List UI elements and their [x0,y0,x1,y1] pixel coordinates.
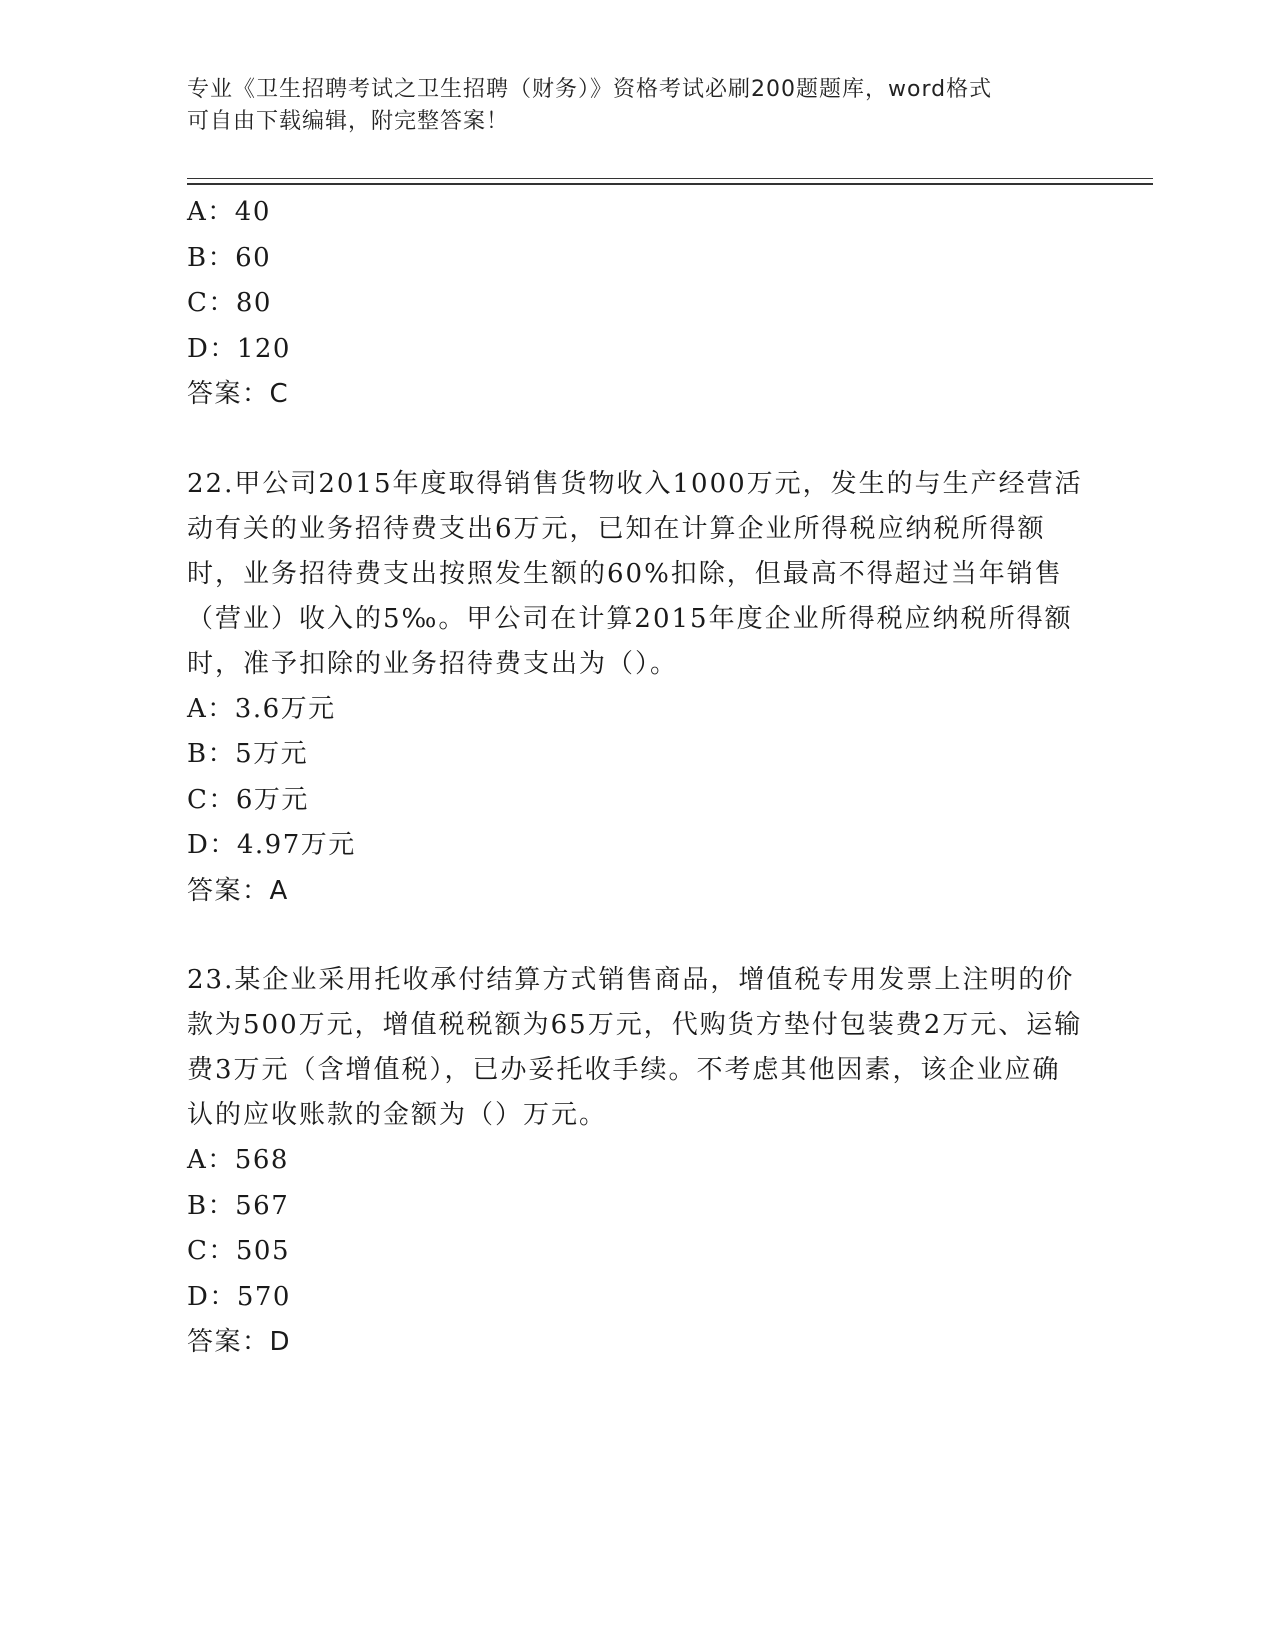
question-text: 23.某企业采用托收承付结算方式销售商品，增值税专用发票上注明的价款为500万元，增值税税额为65万元，代购货方垫付包装费2万元、运输费3万元（含增值税），已办妥托收手续。不考虑其他因素，该企业应确认的应收账款的金额为（）万元。 [187,965,1083,1130]
option-d: D：4.97万元 [187,830,356,860]
option-b: B：567 [187,1190,290,1221]
header-divider-thick [187,183,1153,185]
option-c: C：80 [187,288,272,318]
option-a: A：3.6万元 [187,693,336,724]
option-c: C：505 [187,1236,291,1266]
option-d: D：570 [187,1281,291,1312]
header-line-1: 专业《卫生招聘考试之卫生招聘（财务）》资格考试必刷200题题库，word格式 [187,77,993,102]
header-line-2: 可自由下载编辑，附完整答案！ [187,109,510,134]
question-block-22 [187,462,1087,915]
option-b: B：60 [187,242,272,273]
question-text: 22.甲公司2015年度取得销售货物收入1000万元，发生的与生产经营活动有关的业务招待费支出6万元，已知在计算企业所得税应纳税所得额时，业务招待费支出按照发生额的60%扣除，但最高不得超过当年销售（营业）收入的5‰。甲公司在计算2015年度企业所得税应纳税所得额时，准予扣除的业务招待费支出为（）。 [187,468,1083,679]
question-block-23 [187,958,1087,1366]
answer-line: 答案：C [187,379,290,409]
option-c: C：6万元 [187,784,309,815]
document-header [187,74,1087,138]
option-a: A：40 [187,197,271,227]
option-d: D：120 [187,333,291,364]
question-list [187,190,1087,1366]
option-b: B：5万元 [187,739,309,769]
option-a: A：568 [187,1145,289,1175]
question-block-21 [187,190,1087,418]
answer-line: 答案：D [187,1327,292,1357]
answer-line: 答案：A [187,875,289,906]
header-divider-thin [187,178,1153,179]
